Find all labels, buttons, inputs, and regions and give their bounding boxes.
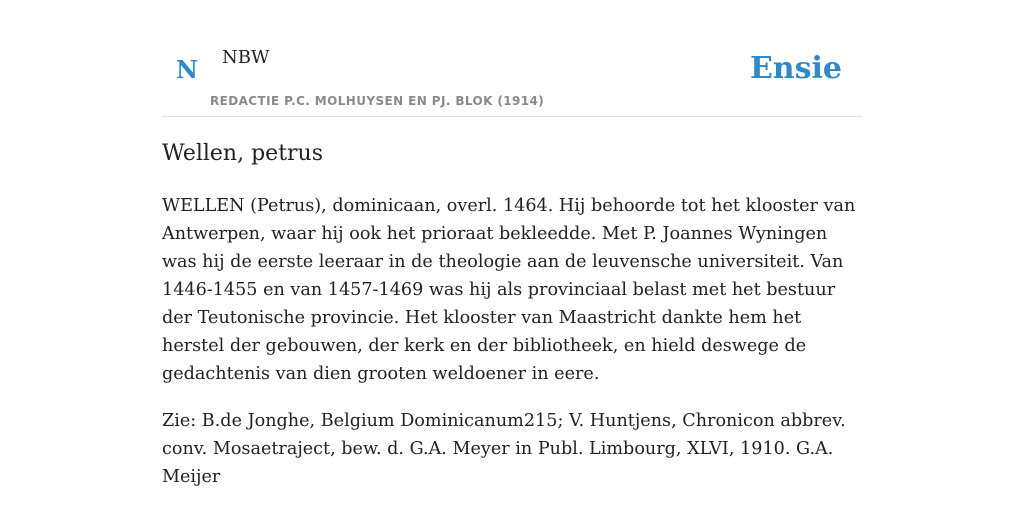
article-body [162, 192, 862, 510]
source-logo[interactable]: N [176, 55, 198, 84]
article-reference: Zie: B.de Jonghe, Belgium Dominicanum215; V. Huntjens, Chronicon abbrev. conv. Mosaetraject, bew. d. G.A. Meyer in Publ. Limbourg, XLVI, 1910. G.A. Meijer [162, 411, 846, 487]
source-header [162, 0, 862, 117]
source-name-link[interactable]: NBW [222, 47, 270, 68]
article-paragraph: WELLEN (Petrus), dominicaan, overl. 1464. Hij behoorde tot het klooster van Antwerpen, waar hij ook het prioraat bekleedde. Met P. Joannes Wyningen was hij de eerste leeraar in de theologie aan de leuvensche universiteit. Van 1446-1455 en van 1457-1469 was hij als provinciaal belast met het bestuur der Teutonische provincie. Het klooster van Maastricht dankte hem het herstel der gebouwen, der kerk en der bibliotheek, en hield deswege de gedachtenis van dien grooten weldoener in eere. [162, 196, 856, 384]
ensie-logo[interactable]: Ensie [749, 51, 842, 86]
article-title: Wellen, petrus [162, 141, 324, 166]
source-subtitle: REDACTIE P.C. MOLHUYSEN EN PJ. BLOK (1914) [210, 94, 545, 108]
